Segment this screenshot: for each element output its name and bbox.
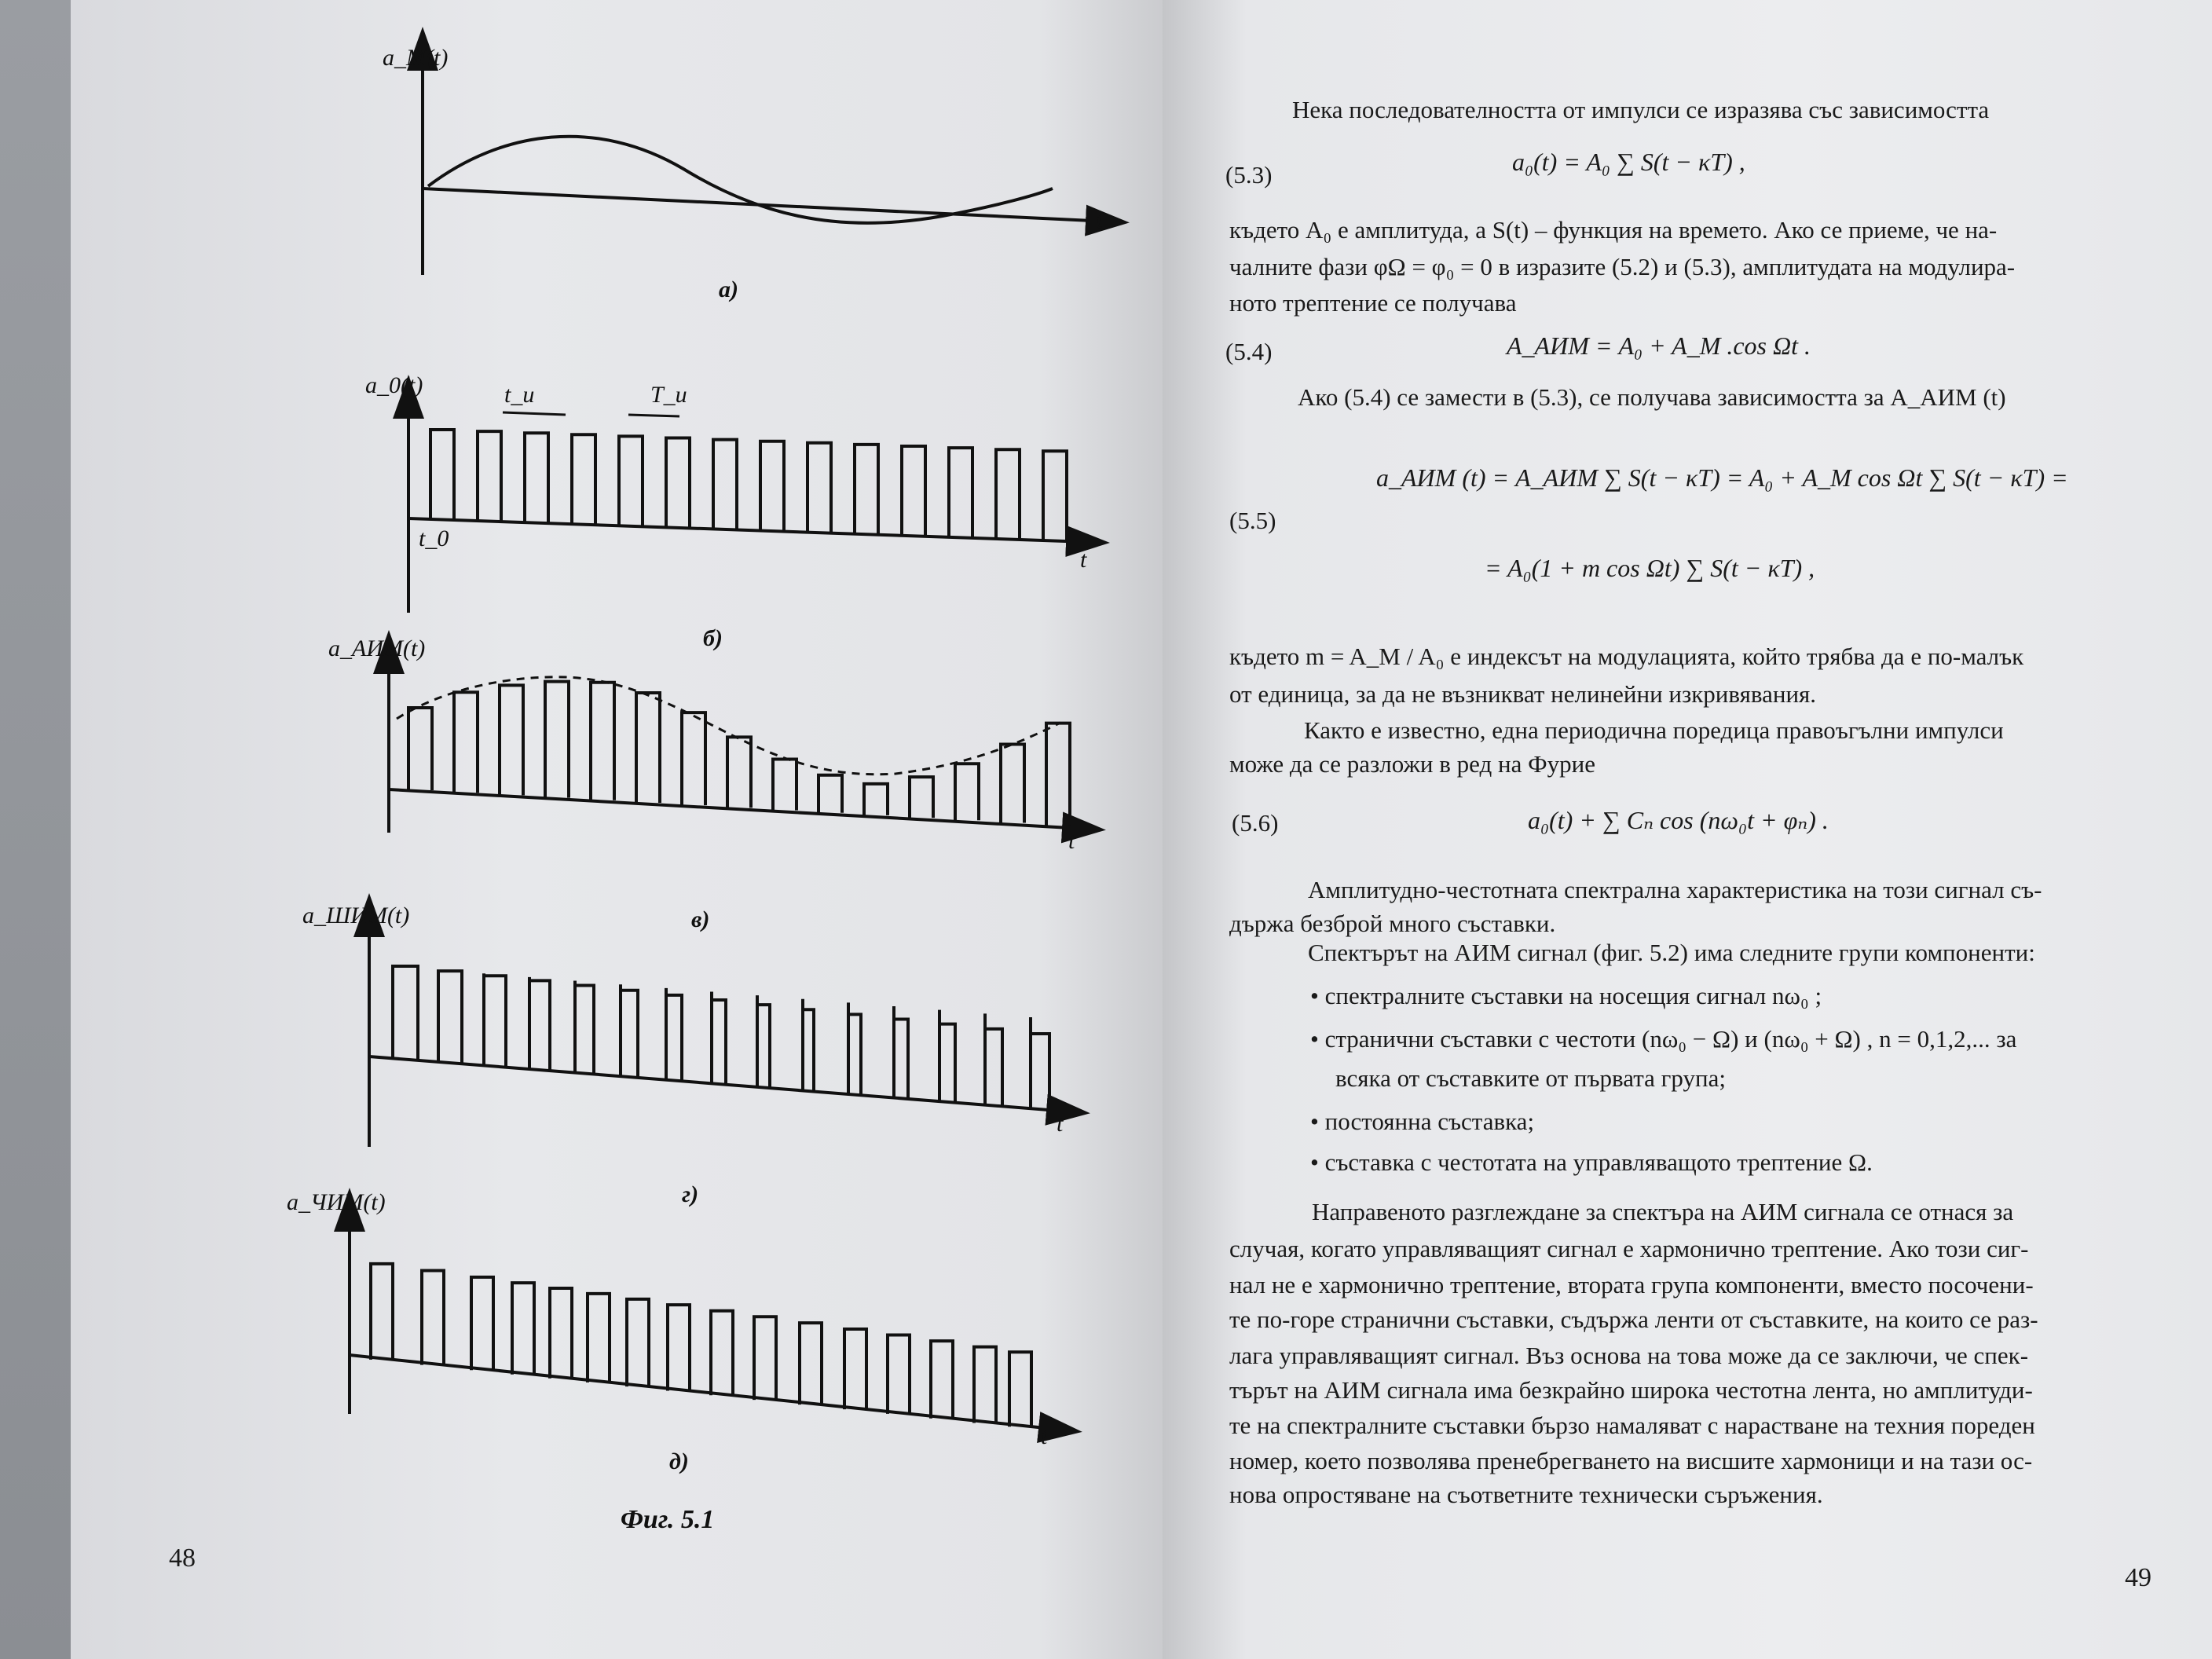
pulses-e-pulse xyxy=(888,1335,910,1414)
final-para-7: те на спектралните съставки бързо намаляват с нарастване на техния пореден xyxy=(1229,1412,2035,1439)
pulses-d-pulse xyxy=(939,1024,955,1103)
pulses-b-pulse xyxy=(902,446,925,537)
ylabel-b: a_0(t) xyxy=(365,372,423,398)
text-after-5-4: Ако (5.4) се замести в (5.3), се получава зависимостта за A_АИМ (t) xyxy=(1298,383,2006,411)
xlabel-a: t xyxy=(1096,207,1103,233)
pulses-c-pulse xyxy=(545,682,569,798)
pulses-e-pulse xyxy=(471,1277,493,1370)
pulses-d-pulse xyxy=(803,1009,814,1092)
axis-x-a xyxy=(423,189,1108,222)
pulses-e-pulse xyxy=(800,1323,822,1404)
pulses-d-pulse xyxy=(666,995,682,1081)
pulses-c-pulse xyxy=(727,737,751,808)
ylabel-d: a_ШИМ(t) xyxy=(302,903,410,928)
ylabel-c: a_АИМ(t) xyxy=(328,635,426,661)
pulses-b-pulse xyxy=(619,436,643,526)
pulses-d-pulse xyxy=(393,966,418,1059)
pulses-c-pulse xyxy=(1046,723,1070,826)
text-after-5-3-2: чалните фази φΩ = φ₀ = 0 в изразите (5.2) и (5.3), амплитудата на модулира- xyxy=(1229,253,2016,280)
pulses-b-pulse xyxy=(713,440,737,530)
final-para-2: случая, когато управляващият сигнал е хармонично трептение. Ако този сиг- xyxy=(1229,1235,2029,1262)
fourier-text-2: може да се разложи в ред на Фурие xyxy=(1229,750,1595,778)
pulses-e-pulse xyxy=(371,1264,393,1360)
pulses-e-pulse xyxy=(422,1270,444,1364)
axis-x-d xyxy=(369,1057,1068,1111)
pulses-c-pulse xyxy=(500,685,523,795)
final-para-4: те по-горе странични съставки, съдържа ленти от съставките, на които се раз- xyxy=(1229,1306,2038,1333)
pulses-b-pulse xyxy=(430,430,454,520)
pulses-d-pulse xyxy=(894,1020,908,1100)
tu-label: t_и xyxy=(504,382,535,408)
pulses-c-pulse xyxy=(636,693,660,803)
final-para-1: Направеното разглеждане за спектъра на АИМ сигнала се отнася за xyxy=(1312,1198,2014,1225)
pulses-c-pulse xyxy=(591,683,614,800)
pulse-train-d xyxy=(393,966,1049,1110)
pulses-c-pulse xyxy=(955,764,979,820)
ylabel-e: a_ЧИМ(t) xyxy=(287,1189,386,1215)
eq-5-6: a₀(t) + ∑ Cₙ cos (nω₀t + φₙ) . xyxy=(1528,806,1829,834)
xlabel-d: t xyxy=(1057,1111,1064,1137)
text-after-5-5-2: от единица, за да не възникват нелинейни изкривявания. xyxy=(1229,680,1817,708)
Tu-label: T_и xyxy=(650,382,687,408)
xlabel-e: t xyxy=(1041,1423,1048,1449)
pulses-e-pulse xyxy=(550,1288,572,1379)
text-after-5-3-1: където A₀ е амплитуда, а S(t) – функция на времето. Ако се приеме, че на- xyxy=(1229,216,1998,244)
eq-5-5-line2: = A₀(1 + m cos Ωt) ∑ S(t − κT) , xyxy=(1485,554,1815,582)
pulses-c-pulse xyxy=(910,777,933,818)
pulses-e-pulse xyxy=(754,1317,776,1400)
pulses-c-pulse xyxy=(864,784,888,815)
caption-e: д) xyxy=(669,1448,689,1474)
page-number-right: 49 xyxy=(2125,1563,2152,1592)
page-number-left: 48 xyxy=(169,1544,196,1573)
text-after-5-3-3: ното трептение се получава xyxy=(1229,289,1517,317)
eq-5-3: a₀(t) = A₀ ∑ S(t − κT) , xyxy=(1512,148,1745,176)
pulses-d-pulse xyxy=(712,1000,726,1085)
pulses-b-pulse xyxy=(760,441,784,532)
final-para-8: номер, което позволява пренебрегването на висшите хармоници и на тази ос- xyxy=(1229,1447,2033,1474)
pulses-c-pulse xyxy=(819,775,842,813)
pulses-c-pulse xyxy=(1001,744,1024,822)
pulses-b-pulse xyxy=(478,431,501,522)
text-after-5-5-1: където m = A_M / A₀ е индексът на модулацията, който трябва да е по-малък xyxy=(1229,643,2024,670)
pulses-b-pulse xyxy=(855,445,878,535)
pulses-d-pulse xyxy=(438,971,462,1063)
pulses-e-pulse xyxy=(931,1341,953,1419)
caption-c: в) xyxy=(691,906,710,932)
pulses-e-pulse xyxy=(1009,1352,1031,1426)
bullet-1: • спектралните съставки на носещия сигнал nω₀ ; xyxy=(1310,982,1822,1009)
bullet-3: • постоянна съставка; xyxy=(1310,1108,1535,1135)
pulses-c-pulse xyxy=(773,760,797,811)
figure-caption: Фиг. 5.1 xyxy=(621,1505,715,1534)
pulses-d-pulse xyxy=(575,986,594,1074)
pulse-train-b xyxy=(430,430,1067,541)
fourier-text-1: Както е известно, една периодична поредица правоъгълни импулси xyxy=(1304,716,2004,744)
pulses-e-pulse xyxy=(668,1305,690,1390)
xlabel-c: t xyxy=(1068,828,1075,854)
caption-d: г) xyxy=(682,1181,699,1207)
pulses-b-pulse xyxy=(949,448,972,538)
eq-5-5-number: (5.5) xyxy=(1229,507,1276,534)
pulses-e-pulse xyxy=(512,1283,534,1375)
pulses-d-pulse xyxy=(757,1005,770,1088)
t0-label: t_0 xyxy=(419,526,449,551)
eq-5-5-line1: a_АИМ (t) = A_АИМ ∑ S(t − κT) = A₀ + A_M cos Ωt ∑ S(t − κT) = xyxy=(1376,463,2068,492)
groups-text: Спектърът на АИМ сигнал (фиг. 5.2) има следните групи компоненти: xyxy=(1308,939,2035,966)
pulse-train-e xyxy=(371,1264,1031,1426)
pulses-c-pulse xyxy=(454,692,478,793)
pulses-e-pulse xyxy=(974,1347,996,1423)
pulses-e-pulse xyxy=(588,1294,610,1382)
pulses-d-pulse xyxy=(985,1029,1002,1107)
final-para-3: нал не е хармонично трептение, втората група компоненти, вместо посочени- xyxy=(1229,1271,2034,1298)
final-para-6: търът на АИМ сигнала има безкрайно широка честотна лента, но амплитуди- xyxy=(1229,1376,2033,1404)
spectrum-text-2: държа безброй много съставки. xyxy=(1229,910,1556,937)
pulses-d-pulse xyxy=(529,980,550,1070)
modulating-wave-a xyxy=(428,137,1053,223)
pulses-d-pulse xyxy=(621,991,638,1078)
bullet-4: • съставка с честотата на управляващото трептение Ω. xyxy=(1310,1148,1873,1176)
eq-5-3-number: (5.3) xyxy=(1225,161,1273,189)
xlabel-b: t xyxy=(1080,547,1087,573)
spectrum-text-1: Амплитудно-честотната спектрална характеристика на този сигнал съ- xyxy=(1308,876,2042,903)
pulses-b-pulse xyxy=(808,443,831,533)
ylabel-a: a_M(t) xyxy=(383,45,449,71)
pulses-b-pulse xyxy=(1043,451,1067,541)
pulses-b-pulse xyxy=(525,433,548,523)
bullet-2-cont: всяка от съставките от първата група; xyxy=(1335,1064,1726,1092)
intro-text: Нека последователността от импулси се изразява със зависимостта xyxy=(1292,96,1990,123)
axis-x-b xyxy=(408,518,1088,542)
eq-5-4: A_АИМ = A₀ + A_M .cos Ωt . xyxy=(1507,331,1811,360)
pulses-e-pulse xyxy=(627,1299,649,1386)
pulses-d-pulse xyxy=(484,976,506,1066)
pulse-train-c xyxy=(408,682,1070,826)
eq-5-4-number: (5.4) xyxy=(1225,338,1273,365)
pulses-b-pulse xyxy=(572,434,595,525)
eq-5-6-number: (5.6) xyxy=(1232,809,1279,837)
pulses-c-pulse xyxy=(408,708,432,790)
final-para-9: нова опростяване на съответните технически съръжения. xyxy=(1229,1481,1823,1508)
caption-a: а) xyxy=(719,276,738,302)
bullet-2: • странични съставки с честоти (nω₀ − Ω) и (nω₀ + Ω) , n = 0,1,2,... за xyxy=(1310,1025,2017,1053)
pulses-d-pulse xyxy=(848,1014,861,1095)
pulses-d-pulse xyxy=(1031,1034,1049,1110)
pulses-b-pulse xyxy=(996,449,1020,540)
caption-b: б) xyxy=(703,625,723,651)
pulses-e-pulse xyxy=(711,1311,733,1396)
pulses-c-pulse xyxy=(682,712,705,805)
pulses-e-pulse xyxy=(844,1329,866,1409)
pulses-b-pulse xyxy=(666,438,690,529)
final-para-5: лага управляващият сигнал. Въз основа на това може да се заключи, че спек- xyxy=(1229,1342,2029,1369)
